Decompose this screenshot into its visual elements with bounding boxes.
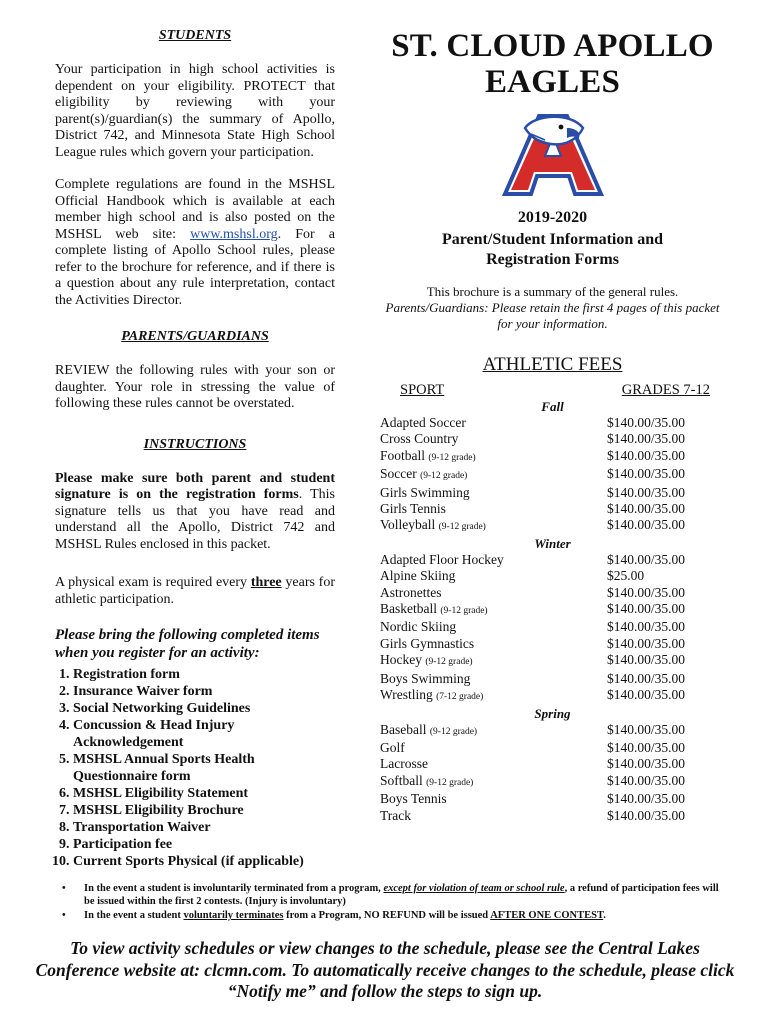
required-forms-list bbox=[55, 666, 335, 870]
eagle-logo-icon bbox=[501, 110, 605, 198]
sport-name: Adapted Floor Hockey bbox=[380, 551, 504, 567]
sport-name: Girls Swimming bbox=[380, 484, 470, 500]
students-heading: STUDENTS bbox=[158, 28, 232, 43]
eagles-logo bbox=[380, 110, 725, 198]
schedule-footer: To view activity schedules or view changes to the schedule, please see the Central Lakes Conference website at: clcmn.com. To automatically receive changes to the schedule, please click “Notify me” and follow the steps to sign up. bbox=[35, 938, 735, 1001]
season-heading: Fall bbox=[541, 399, 564, 414]
table-row bbox=[380, 415, 725, 431]
fee-cell: $140.00/35.00 bbox=[607, 517, 686, 533]
sport-name: Wrestling bbox=[380, 687, 433, 703]
school-year: 2019-2020 bbox=[517, 209, 588, 226]
fee-cell: $140.00/35.00 bbox=[607, 772, 686, 788]
sport-cell bbox=[380, 485, 470, 501]
list-item: 6. MSHSL Eligibility Statement bbox=[73, 785, 335, 802]
physical-three: three bbox=[250, 575, 282, 590]
instructions-heading: INSTRUCTIONS bbox=[143, 436, 247, 452]
table-row bbox=[380, 568, 725, 584]
subtitle-line-1: Parent/Student Information and bbox=[441, 231, 664, 248]
fee-cell: $140.00/35.00 bbox=[607, 670, 686, 686]
fee-cell: $140.00/35.00 bbox=[607, 415, 686, 430]
sport-name: Softball bbox=[380, 772, 423, 788]
table-row bbox=[380, 652, 725, 670]
grade-note: (9-12 grade) bbox=[425, 657, 473, 668]
grade-note: (9-12 grade) bbox=[438, 522, 486, 533]
fee-cell: $140.00/35.00 bbox=[607, 807, 686, 823]
athletic-fees-heading: ATHLETIC FEES bbox=[482, 354, 623, 375]
season-heading: Spring bbox=[534, 705, 571, 721]
sport-name: Astronettes bbox=[380, 584, 442, 600]
sport-cell bbox=[380, 671, 470, 687]
fee-cell: $140.00/35.00 bbox=[607, 721, 686, 737]
bullet-2-start: In the event a student bbox=[84, 910, 184, 921]
table-row bbox=[380, 501, 725, 517]
sport-cell bbox=[380, 431, 458, 447]
list-item: 8. Transportation Waiver bbox=[73, 819, 335, 836]
sport-cell bbox=[380, 568, 455, 584]
fee-cell: $140.00/35.00 bbox=[607, 584, 686, 600]
fee-cell: $140.00/35.00 bbox=[607, 501, 686, 517]
right-column bbox=[380, 28, 725, 824]
sport-name: Adapted Soccer bbox=[380, 415, 466, 430]
list-item bbox=[62, 909, 720, 922]
fee-cell: $140.00/35.00 bbox=[607, 484, 686, 500]
physical-paragraph bbox=[55, 575, 335, 608]
sport-name: Volleyball bbox=[380, 517, 436, 533]
list-item: 10. Current Sports Physical (if applicable) bbox=[73, 853, 335, 870]
list-item: 1. Registration form bbox=[73, 666, 335, 683]
sport-name: Girls Tennis bbox=[380, 501, 446, 517]
bullet-2-middle: from a Program, NO REFUND will be issued bbox=[283, 910, 491, 921]
instructions-bold: Please make sure both parent and student signature is on the registration forms bbox=[55, 470, 335, 502]
sport-column-header: SPORT bbox=[400, 382, 445, 398]
fee-cell: $140.00/35.00 bbox=[607, 687, 686, 703]
sport-cell bbox=[380, 517, 486, 535]
sport-cell bbox=[380, 756, 428, 772]
sport-cell bbox=[380, 636, 474, 652]
bullet-icon: • bbox=[62, 910, 66, 921]
table-row bbox=[380, 552, 725, 568]
sport-name: Basketball bbox=[380, 601, 437, 617]
table-row bbox=[380, 448, 725, 466]
sport-name: Girls Gymnastics bbox=[380, 635, 475, 651]
fee-cell: $140.00/35.00 bbox=[607, 619, 686, 635]
bullet-2-voluntary: voluntarily terminates bbox=[183, 910, 284, 921]
list-item: 2. Insurance Waiver form bbox=[73, 683, 335, 700]
list-item: 7. MSHSL Eligibility Brochure bbox=[73, 802, 335, 819]
mshsl-link[interactable]: www.mshsl.org bbox=[190, 226, 278, 242]
sport-cell bbox=[380, 501, 446, 517]
season-heading: Winter bbox=[534, 535, 571, 551]
sport-cell bbox=[380, 740, 405, 756]
sport-cell bbox=[380, 601, 488, 619]
instructions-paragraph bbox=[55, 471, 335, 554]
bullet-text bbox=[84, 909, 606, 922]
fee-cell: $140.00/35.00 bbox=[607, 447, 686, 463]
sport-name: Baseball bbox=[380, 721, 427, 737]
fees-table bbox=[380, 399, 725, 824]
table-row bbox=[380, 431, 725, 447]
bring-items-heading: Please bring the following completed items when you register for an activity: bbox=[55, 627, 320, 661]
fee-cell: $140.00/35.00 bbox=[607, 756, 686, 772]
sport-name: Track bbox=[380, 807, 412, 823]
sport-cell bbox=[380, 687, 483, 705]
fee-cell: $140.00/35.00 bbox=[607, 739, 686, 755]
sport-name: Lacrosse bbox=[380, 756, 428, 772]
bullet-2-after-contest: AFTER ONE CONTEST bbox=[490, 910, 604, 921]
table-row bbox=[380, 791, 725, 807]
table-row bbox=[380, 671, 725, 687]
table-row bbox=[380, 687, 725, 705]
sport-cell bbox=[380, 415, 466, 431]
grades-column-header: GRADES 7-12 bbox=[621, 382, 710, 398]
sport-cell bbox=[380, 448, 476, 466]
table-row bbox=[380, 808, 725, 824]
grade-note: (9-12 grade) bbox=[429, 726, 478, 737]
table-row bbox=[380, 485, 725, 501]
fee-cell: $140.00/35.00 bbox=[607, 652, 686, 668]
table-row bbox=[380, 466, 725, 484]
fee-cell: $140.00/35.00 bbox=[607, 791, 686, 807]
table-row bbox=[380, 636, 725, 652]
fee-cell: $140.00/35.00 bbox=[607, 431, 686, 447]
brochure-note-line-1: This brochure is a summary of the general rules. bbox=[426, 284, 679, 299]
table-row bbox=[380, 601, 725, 619]
physical-end: years for athletic participation. bbox=[55, 575, 335, 607]
students-paragraph-1: Your participation in high school activities is dependent on your eligibility. PROTECT that eligibility by reviewing with your parent(s)/guardian(s) the summary of Apollo, District 742, and Minnesota State High School League rules which govern your participation. bbox=[55, 62, 335, 160]
grade-note: (9-12 grade) bbox=[420, 471, 468, 482]
sport-cell bbox=[380, 773, 473, 791]
fee-cell: $25.00 bbox=[607, 568, 645, 584]
grade-note: (9-12 grade) bbox=[440, 606, 488, 617]
sport-cell bbox=[380, 791, 447, 807]
bullet-1-end: , a refund of participation fees will be issued within the first 2 contests. (Injury is involuntary) bbox=[84, 883, 719, 907]
list-item bbox=[62, 882, 720, 908]
bullet-1-exception: except for violation of team or school rule bbox=[383, 883, 565, 894]
sport-name: Alpine Skiing bbox=[380, 568, 456, 584]
table-row bbox=[380, 585, 725, 601]
sport-name: Soccer bbox=[380, 466, 417, 482]
instructions-rest: . This signature tells us that you have read and understand all the Apollo, District 742 and MSHSL Rules enclosed in this packet. bbox=[55, 487, 336, 552]
fees-table-header bbox=[380, 382, 725, 399]
sport-cell bbox=[380, 619, 456, 635]
students-paragraph-2 bbox=[55, 177, 335, 309]
parents-paragraph: REVIEW the following rules with your son or daughter. Your role in stressing the value of following these rules cannot be overstated. bbox=[55, 363, 335, 411]
left-column bbox=[55, 28, 335, 870]
fee-cell: $140.00/35.00 bbox=[607, 635, 686, 651]
fee-cell: $140.00/35.00 bbox=[607, 466, 686, 482]
sport-name: Boys Tennis bbox=[380, 791, 447, 807]
grade-note: (7-12 grade) bbox=[436, 692, 484, 703]
bullet-text bbox=[84, 882, 720, 908]
bullet-2-end: . bbox=[603, 910, 606, 921]
bullet-1-start: In the event a student is involuntarily terminated from a program, bbox=[84, 883, 384, 894]
sport-cell bbox=[380, 652, 473, 670]
table-row bbox=[380, 619, 725, 635]
table-row bbox=[380, 722, 725, 740]
school-title-line-2: EAGLES bbox=[484, 64, 621, 100]
school-title-line-1: ST. CLOUD APOLLO bbox=[391, 28, 714, 64]
table-row bbox=[380, 756, 725, 772]
logo-letter: A bbox=[548, 178, 557, 189]
brochure-note bbox=[380, 284, 725, 332]
grade-note: (9-12 grade) bbox=[426, 777, 474, 788]
refund-policy bbox=[62, 882, 720, 923]
sport-name: Football bbox=[380, 447, 426, 463]
students-p2-start: Complete regulations are found in the MSHSL Official Handbook which is available at each member high school and is also posted on the MSHSL web site: bbox=[55, 177, 335, 242]
subtitle-line-2: Registration Forms bbox=[486, 251, 619, 268]
fee-cell: $140.00/35.00 bbox=[607, 551, 686, 567]
sport-cell bbox=[380, 722, 477, 740]
fee-cell: $140.00/35.00 bbox=[607, 601, 686, 617]
physical-start: A physical exam is required every bbox=[55, 575, 251, 590]
table-row bbox=[380, 517, 725, 535]
sport-cell bbox=[380, 552, 504, 568]
sport-name: Cross Country bbox=[380, 431, 459, 447]
sport-name: Boys Swimming bbox=[380, 670, 471, 686]
list-item: 9. Participation fee bbox=[73, 836, 335, 853]
sport-cell bbox=[380, 808, 411, 824]
students-p2-end: . For a complete listing of Apollo School rules, please refer to the brochure for reference, and if there is a question about any rule interpretation, contact the Activities Director. bbox=[55, 226, 335, 308]
sport-name: Nordic Skiing bbox=[380, 619, 457, 635]
sport-cell bbox=[380, 585, 442, 601]
list-item: 4. Concussion & Head Injury Acknowledgement bbox=[73, 717, 335, 751]
list-item: 5. MSHSL Annual Sports Health Questionnaire form bbox=[73, 751, 335, 785]
parents-heading: PARENTS/GUARDIANS bbox=[121, 329, 269, 344]
grade-note: (9-12 grade) bbox=[428, 452, 476, 463]
sport-cell bbox=[380, 466, 467, 484]
sport-name: Golf bbox=[380, 739, 405, 755]
table-row bbox=[380, 773, 725, 791]
list-item: 3. Social Networking Guidelines bbox=[73, 700, 335, 717]
brochure-note-line-2: Parents/Guardians: Please retain the first 4 pages of this packet for your information. bbox=[385, 300, 720, 331]
table-row bbox=[380, 740, 725, 756]
bullet-icon: • bbox=[62, 883, 66, 894]
sport-name: Hockey bbox=[380, 652, 422, 668]
